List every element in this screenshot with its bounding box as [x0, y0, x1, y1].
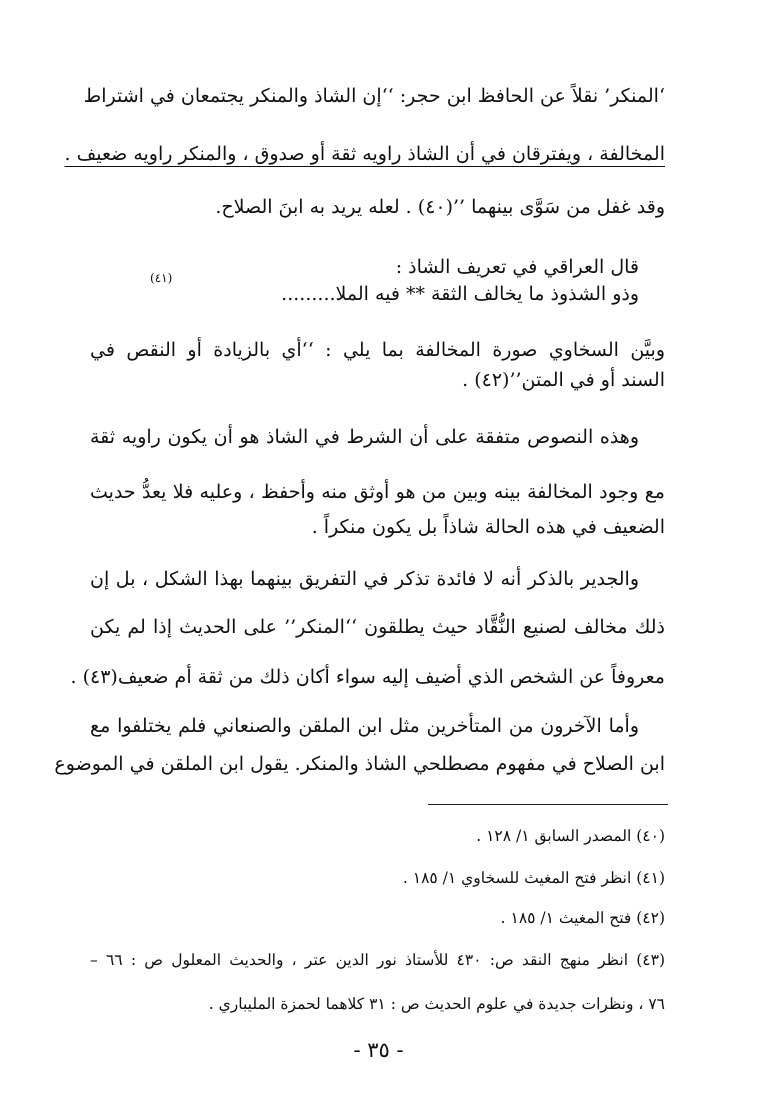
footnote-40: (٤٠) المصدر السابق ١/ ١٢٨ .	[476, 827, 665, 845]
body-line-2	[64, 140, 665, 168]
body-line-1: ‘المنكر’ نقلاً عن الحافظ ابن حجر: ‘‘إن الشاذ والمنكر يجتمعان في اشتراط	[83, 85, 665, 107]
body-line-12: ذلك مخالف لصنيع النُّقَّاد حيث يطلقون ‘‘المنكر’’ على الحديث إذا لم يكن	[90, 616, 665, 638]
body-line-8: وهذه النصوص متفقة على أن الشرط في الشاذ هو أن يكون راويه ثقة	[90, 426, 639, 448]
body-line-11: والجدير بالذكر أنه لا فائدة تذكر في التفريق بينهما بهذا الشكل ، بل إن	[90, 568, 639, 590]
body-line-14: وأما الآخرون من المتأخرين مثل ابن الملقن والصنعاني فلم يختلفوا مع	[90, 715, 639, 737]
footnote-separator	[428, 804, 668, 805]
body-line-9: مع وجود المخالفة بينه وبين من هو أوثق منه وأحفظ ، وعليه فلا يعدُّ حديث	[90, 481, 665, 503]
body-line-7: السند أو في المتن’’(٤٢) .	[462, 369, 665, 391]
body-line-3: وقد غفل من سَوَّى بينهما ’’(٤٠) . لعله يريد به ابنَ الصلاح.	[215, 196, 665, 218]
footnote-42: (٤٢) فتح المغيث ١/ ١٨٥ .	[500, 909, 665, 927]
page-number: - ٣٥ -	[353, 1038, 404, 1062]
body-line-6: وبيَّن السخاوي صورة المخالفة بما يلي : ‘‘أي بالزيادة أو النقص في	[90, 339, 665, 361]
poem-line: وذو الشذوذ ما يخالف الثقة ** فيه الملا.........	[281, 283, 639, 305]
body-line-15: ابن الصلاح في مفهوم مصطلحي الشاذ والمنكر. يقول ابن الملقن في الموضوع	[54, 753, 665, 775]
body-line-10: الضعيف في هذه الحالة شاذاً بل يكون منكراً .	[311, 516, 665, 538]
footnote-43: (٤٣) انظر منهج النقد ص: ٤٣٠ للأستاذ نور الدين عتر ، والحديث المعلول ص : ٦٦ –	[90, 951, 665, 969]
footnote-43-continuation: ٧٦ ، ونظرات جديدة في علوم الحديث ص : ٣١ كلاهما لحمزة المليباري .	[208, 995, 665, 1013]
body-line-2-text: المخالفة ، ويفترقان في أن الشاذ راويه ثقة أو صدوق ، والمنكر راويه ضعيف .	[64, 143, 665, 165]
footnote-41: (٤١) انظر فتح المغيث للسخاوي ١/ ١٨٥ .	[402, 869, 665, 887]
poem-footnote-ref: (٤١)	[150, 271, 173, 285]
body-line-4: قال العراقي في تعريف الشاذ :	[395, 256, 639, 278]
body-line-13: معروفاً عن الشخص الذي أضيف إليه سواء أكان ذلك من ثقة أم ضعيف(٤٣) .	[70, 666, 665, 688]
